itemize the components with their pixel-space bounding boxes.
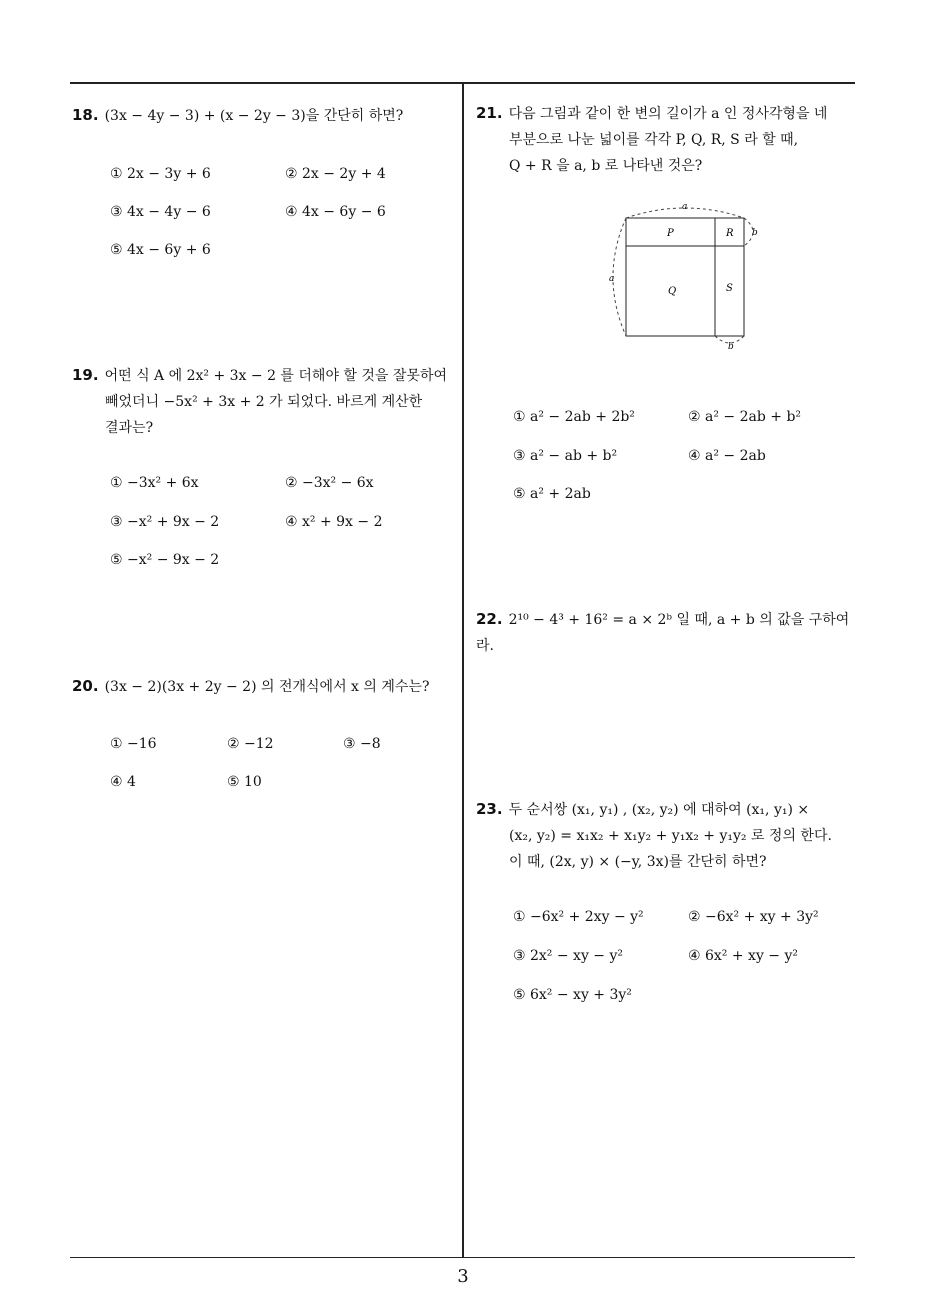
choice-2[interactable]: ② −3x² − 6x — [285, 475, 374, 491]
question-20 — [72, 673, 457, 700]
choice-3[interactable]: ③ 4x − 4y − 6 — [110, 204, 211, 220]
label-a-left: a — [609, 274, 615, 284]
choice-4[interactable]: ④ 6x² + xy − y² — [688, 948, 799, 964]
label-a-top: a — [682, 202, 688, 212]
choice-4[interactable]: ④ x² + 9x − 2 — [285, 514, 383, 530]
question-number: 18. — [72, 106, 99, 124]
choice-5[interactable]: ⑤ 10 — [227, 774, 262, 790]
choice-2[interactable]: ② a² − 2ab + b² — [688, 409, 802, 425]
label-R: R — [726, 228, 734, 239]
label-Q: Q — [668, 286, 677, 297]
question-number: 23. — [476, 800, 503, 818]
question-text-line: 빼었더니 −5x² + 3x + 2 가 되었다. 바르게 계산한 — [105, 394, 423, 410]
choice-3[interactable]: ③ −x² + 9x − 2 — [110, 514, 220, 530]
square-figure — [590, 198, 780, 358]
choice-5[interactable]: ⑤ −x² − 9x − 2 — [110, 552, 220, 568]
choice-2[interactable]: ② −12 — [227, 736, 274, 752]
question-number: 20. — [72, 677, 99, 695]
label-P: P — [667, 228, 674, 239]
label-b-bottom: b — [728, 342, 734, 352]
choice-1[interactable]: ① 2x − 3y + 6 — [110, 166, 211, 182]
question-text-line: 어떤 식 A 에 2x² + 3x − 2 를 더해야 할 것을 잘못하여 — [104, 368, 447, 384]
question-number: 21. — [476, 104, 503, 122]
choice-5[interactable]: ⑤ 6x² − xy + 3y² — [513, 987, 632, 1003]
question-text-line: 다음 그림과 같이 한 변의 길이가 a 인 정사각형을 네 — [508, 106, 828, 122]
question-18 — [72, 102, 457, 129]
question-text-line: 이 때, (2x, y) × (−y, 3x)를 간단히 하면? — [509, 854, 767, 870]
choice-4[interactable]: ④ 4 — [110, 774, 136, 790]
question-19 — [72, 362, 457, 441]
question-number: 22. — [476, 610, 503, 628]
column-divider — [462, 82, 464, 1258]
question-text-line: 두 순서쌍 (x₁, y₁) , (x₂, y₂) 에 대하여 (x₁, y₁) × — [508, 802, 810, 818]
choice-1[interactable]: ① −16 — [110, 736, 157, 752]
question-text-line: 부분으로 나눈 넓이를 각각 P, Q, R, S 라 할 때, — [509, 132, 799, 148]
choice-3[interactable]: ③ −8 — [343, 736, 381, 752]
choice-3[interactable]: ③ a² − ab + b² — [513, 448, 618, 464]
choice-5[interactable]: ⑤ 4x − 6y + 6 — [110, 242, 211, 258]
question-text-line: 결과는? — [105, 420, 154, 436]
choice-3[interactable]: ③ 2x² − xy − y² — [513, 948, 624, 964]
choice-5[interactable]: ⑤ a² + 2ab — [513, 486, 591, 502]
choice-2[interactable]: ② 2x − 2y + 4 — [285, 166, 386, 182]
question-text: 2¹⁰ − 4³ + 16² = a × 2ᵇ 일 때, a + b 의 값을 구하여라. — [476, 612, 850, 654]
choice-4[interactable]: ④ 4x − 6y − 6 — [285, 204, 386, 220]
question-21 — [476, 100, 861, 179]
choice-2[interactable]: ② −6x² + xy + 3y² — [688, 909, 819, 925]
question-text-line: (x₂, y₂) = x₁x₂ + x₁y₂ + y₁x₂ + y₁y₂ 로 정의 한다. — [509, 828, 832, 844]
choice-1[interactable]: ① −6x² + 2xy − y² — [513, 909, 644, 925]
question-text: (3x − 4y − 3) + (x − 2y − 3)을 간단히 하면? — [104, 108, 404, 124]
question-23 — [476, 796, 861, 875]
label-S: S — [726, 283, 733, 294]
choice-1[interactable]: ① −3x² + 6x — [110, 475, 199, 491]
bottom-rule — [70, 1257, 855, 1258]
page-number: 3 — [457, 1266, 469, 1287]
choice-1[interactable]: ① a² − 2ab + 2b² — [513, 409, 635, 425]
label-b-right: b — [752, 228, 758, 238]
question-text-line: Q + R 을 a, b 로 나타낸 것은? — [509, 158, 703, 174]
question-22 — [476, 606, 861, 659]
question-text: (3x − 2)(3x + 2y − 2) 의 전개식에서 x 의 계수는? — [104, 679, 430, 695]
question-number: 19. — [72, 366, 99, 384]
choice-4[interactable]: ④ a² − 2ab — [688, 448, 766, 464]
